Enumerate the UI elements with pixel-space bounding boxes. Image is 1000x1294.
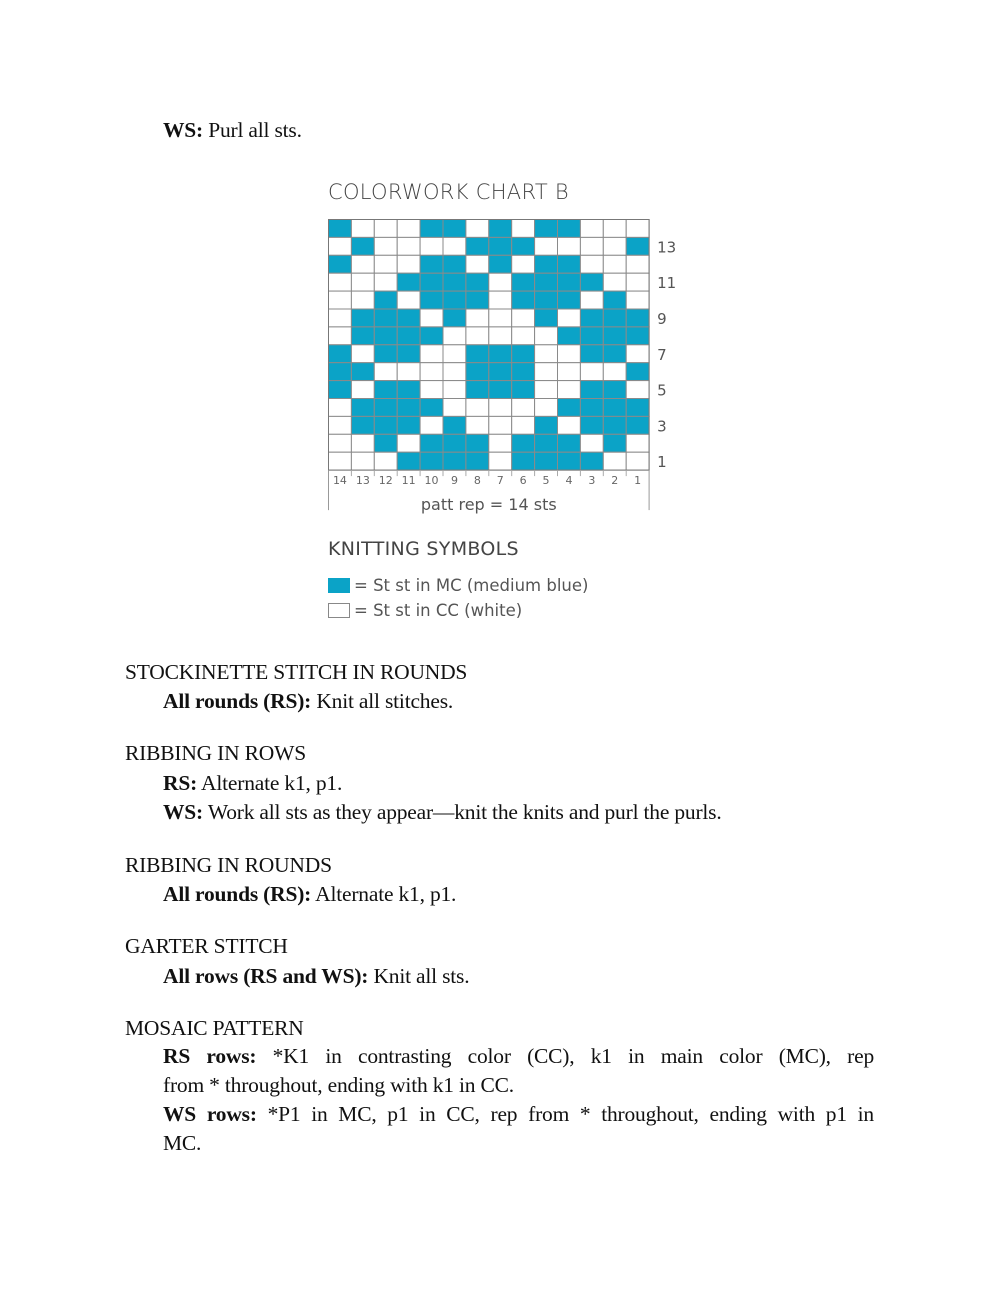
section-heading-ribbing-rounds: RIBBING IN ROUNDS (125, 853, 332, 877)
chart-cell (466, 452, 489, 470)
column-number-label: 4 (565, 474, 573, 488)
chart-cell (374, 309, 397, 327)
instruction-line (163, 800, 722, 825)
chart-cell (329, 237, 352, 255)
chart-cell (443, 345, 466, 363)
mc-swatch-icon (328, 578, 350, 593)
chart-cell (329, 416, 352, 434)
chart-cell (626, 452, 649, 470)
chart-cell (329, 273, 352, 291)
column-number-label: 1 (634, 474, 642, 488)
chart-cell (443, 255, 466, 273)
chart-cell (329, 452, 352, 470)
chart-cell (397, 345, 420, 363)
chart-cell (329, 220, 352, 238)
chart-cell (351, 416, 374, 434)
chart-cell (329, 255, 352, 273)
chart-cell (329, 309, 352, 327)
chart-cell (374, 345, 397, 363)
intro-label: WS: (163, 118, 204, 142)
chart-cell (558, 416, 581, 434)
chart-cell (535, 327, 558, 345)
chart-cell (374, 327, 397, 345)
chart-cell (580, 363, 603, 381)
chart-cell (374, 363, 397, 381)
chart-cell (397, 363, 420, 381)
chart-cell (535, 309, 558, 327)
column-number-label: 7 (496, 474, 504, 488)
chart-cell (374, 220, 397, 238)
chart-cell (535, 345, 558, 363)
chart-cell (374, 381, 397, 399)
chart-cell (580, 220, 603, 238)
chart-cell (466, 237, 489, 255)
instruction-line (163, 771, 342, 796)
chart-cell (580, 416, 603, 434)
chart-cell (489, 381, 512, 399)
chart-cell (558, 237, 581, 255)
chart-cell (489, 452, 512, 470)
chart-cell (535, 381, 558, 399)
column-number-label: 8 (473, 474, 481, 488)
chart-cell (558, 381, 581, 399)
legend-item-mc (328, 576, 588, 595)
chart-cell (512, 399, 535, 417)
chart-cell (603, 416, 626, 434)
column-number-label: 12 (378, 474, 393, 488)
chart-cell (535, 452, 558, 470)
chart-cell (535, 220, 558, 238)
chart-cell (466, 399, 489, 417)
chart-cell (443, 273, 466, 291)
instruction-label: All rounds (RS): (163, 689, 312, 713)
chart-cell (603, 220, 626, 238)
chart-cell (489, 273, 512, 291)
chart-cell (603, 363, 626, 381)
chart-cell (420, 399, 443, 417)
chart-cell (626, 363, 649, 381)
chart-cell (397, 255, 420, 273)
chart-title: COLORWORK CHART B (328, 180, 569, 204)
chart-cell (535, 399, 558, 417)
chart-cell (580, 255, 603, 273)
chart-cell (466, 434, 489, 452)
chart-cell (535, 434, 558, 452)
chart-cell (512, 255, 535, 273)
chart-cell (466, 273, 489, 291)
chart-cell (374, 452, 397, 470)
chart-cell (558, 363, 581, 381)
section-heading-mosaic: MOSAIC PATTERN (125, 1016, 304, 1040)
column-number-label: 14 (332, 474, 347, 488)
row-number-label: 9 (657, 309, 667, 328)
chart-cell (489, 327, 512, 345)
chart-cell (489, 434, 512, 452)
chart-cell (535, 363, 558, 381)
chart-cell (580, 237, 603, 255)
instruction-label: RS: (163, 771, 198, 795)
chart-cell (420, 381, 443, 399)
instruction-line (163, 882, 456, 907)
chart-cell (351, 309, 374, 327)
chart-cell (558, 399, 581, 417)
instruction-text: Knit all stitches. (311, 689, 454, 713)
chart-cell (397, 237, 420, 255)
chart-cell (558, 273, 581, 291)
column-number-label: 2 (611, 474, 619, 488)
chart-cell (489, 363, 512, 381)
chart-cell (374, 416, 397, 434)
chart-cell (374, 434, 397, 452)
chart-cell (374, 237, 397, 255)
chart-cell (420, 273, 443, 291)
chart-cell (466, 327, 489, 345)
chart-cell (626, 220, 649, 238)
chart-cell (397, 220, 420, 238)
chart-cell (443, 363, 466, 381)
chart-cell (603, 399, 626, 417)
chart-cell (489, 255, 512, 273)
chart-cell (580, 452, 603, 470)
chart-cell (397, 309, 420, 327)
chart-cell (603, 273, 626, 291)
instruction-text-continued: MC. (163, 1131, 202, 1155)
chart-cell (351, 434, 374, 452)
chart-cell (626, 327, 649, 345)
chart-cell (420, 291, 443, 309)
chart-cell (466, 381, 489, 399)
chart-cell (443, 452, 466, 470)
chart-cell (443, 416, 466, 434)
chart-cell (512, 434, 535, 452)
chart-cell (535, 255, 558, 273)
section-heading-stockinette: STOCKINETTE STITCH IN ROUNDS (125, 660, 468, 684)
row-number-label: 1 (657, 453, 667, 472)
chart-cell (580, 291, 603, 309)
chart-cell (374, 255, 397, 273)
legend-title: KNITTING SYMBOLS (328, 538, 519, 560)
chart-cell (420, 434, 443, 452)
chart-cell (329, 399, 352, 417)
mosaic-ws-instruction (163, 1100, 874, 1158)
chart-cell (351, 452, 374, 470)
chart-cell (558, 327, 581, 345)
instruction-line (163, 689, 453, 714)
instruction-text: Work all sts as they appear—knit the knits and purl the purls. (203, 800, 722, 824)
chart-cell (512, 452, 535, 470)
chart-cell (420, 416, 443, 434)
legend-label-mc: = St st in MC (medium blue) (354, 576, 589, 595)
column-number-label: 3 (588, 474, 596, 488)
chart-cell (443, 237, 466, 255)
chart-cell (329, 434, 352, 452)
chart-cell (466, 291, 489, 309)
chart-cell (626, 291, 649, 309)
chart-cell (443, 309, 466, 327)
chart-cell (489, 345, 512, 363)
chart-cell (512, 220, 535, 238)
chart-cell (535, 237, 558, 255)
chart-cell (558, 345, 581, 363)
chart-cell (397, 327, 420, 345)
chart-cell (443, 327, 466, 345)
chart-cell (512, 273, 535, 291)
chart-cell (626, 237, 649, 255)
chart-cell (512, 291, 535, 309)
row-number-label: 3 (657, 417, 667, 436)
chart-cell (580, 327, 603, 345)
chart-cell (580, 345, 603, 363)
chart-cell (397, 416, 420, 434)
instruction-text: Knit all sts. (368, 964, 470, 988)
chart-cell (558, 434, 581, 452)
chart-cell (580, 399, 603, 417)
chart-cell (443, 220, 466, 238)
instruction-text-continued: from * throughout, ending with k1 in CC. (163, 1073, 514, 1097)
chart-cell (603, 291, 626, 309)
chart-cell (329, 363, 352, 381)
chart-cell (443, 291, 466, 309)
chart-cell (603, 452, 626, 470)
instruction-label: All rounds (RS): (163, 882, 312, 906)
column-number-label: 11 (401, 474, 416, 488)
instruction-text: *P1 in MC, p1 in CC, rep from * throughout, ending with p1 in (256, 1102, 874, 1126)
chart-cell (626, 345, 649, 363)
chart-cell (420, 345, 443, 363)
chart-cell (580, 381, 603, 399)
chart-cell (489, 220, 512, 238)
chart-cell (329, 381, 352, 399)
column-number-label: 6 (519, 474, 527, 488)
column-number-label: 5 (542, 474, 550, 488)
chart-cell (558, 291, 581, 309)
chart-cell (603, 309, 626, 327)
chart-cell (512, 416, 535, 434)
chart-cell (626, 416, 649, 434)
instruction-label: All rows (RS and WS): (163, 964, 369, 988)
chart-cell (420, 220, 443, 238)
chart-cell (351, 237, 374, 255)
chart-cell (420, 255, 443, 273)
chart-cell (489, 237, 512, 255)
chart-cell (329, 327, 352, 345)
chart-cell (466, 345, 489, 363)
legend-item-cc (328, 601, 522, 620)
chart-cell (397, 273, 420, 291)
chart-cell (443, 381, 466, 399)
chart-cell (626, 309, 649, 327)
mosaic-rs-instruction (163, 1042, 874, 1100)
chart-cell (626, 399, 649, 417)
chart-cell (466, 363, 489, 381)
chart-cell (443, 434, 466, 452)
row-number-label: 5 (657, 381, 667, 400)
chart-cell (580, 273, 603, 291)
chart-cell (351, 273, 374, 291)
chart-cell (512, 309, 535, 327)
chart-cell (420, 309, 443, 327)
chart-cell (351, 381, 374, 399)
chart-cell (512, 363, 535, 381)
chart-cell (351, 363, 374, 381)
chart-cell (489, 399, 512, 417)
instruction-text: *K1 in contrasting color (CC), k1 in main color (MC), rep (256, 1044, 874, 1068)
chart-cell (466, 416, 489, 434)
chart-cell (374, 291, 397, 309)
chart-cell (558, 255, 581, 273)
chart-cell (580, 309, 603, 327)
chart-cell (603, 327, 626, 345)
chart-cell (626, 273, 649, 291)
chart-cell (443, 399, 466, 417)
chart-cell (535, 291, 558, 309)
instruction-text: Alternate k1, p1. (311, 882, 457, 906)
chart-cell (626, 434, 649, 452)
chart-cell (374, 273, 397, 291)
chart-cell (466, 220, 489, 238)
chart-cell (397, 434, 420, 452)
chart-cell (397, 381, 420, 399)
chart-cell (420, 327, 443, 345)
chart-cell (603, 345, 626, 363)
chart-cell (558, 220, 581, 238)
chart-cell (329, 345, 352, 363)
chart-cell (420, 452, 443, 470)
row-number-label: 7 (657, 345, 667, 364)
section-heading-garter: GARTER STITCH (125, 934, 288, 958)
chart-cell (351, 291, 374, 309)
chart-cell (558, 452, 581, 470)
chart-cell (603, 237, 626, 255)
chart-cell (626, 381, 649, 399)
instruction-label: RS rows: (163, 1044, 257, 1068)
chart-cell (558, 309, 581, 327)
column-number-label: 13 (355, 474, 370, 488)
chart-cell (512, 327, 535, 345)
instruction-line (163, 964, 469, 989)
chart-cell (397, 452, 420, 470)
chart-cell (374, 399, 397, 417)
chart-cell (420, 363, 443, 381)
chart-cell (351, 345, 374, 363)
chart-cell (603, 434, 626, 452)
chart-cell (603, 381, 626, 399)
instruction-text: Alternate k1, p1. (197, 771, 343, 795)
column-number-label: 10 (424, 474, 439, 488)
chart-cell (351, 327, 374, 345)
chart-cell (489, 309, 512, 327)
chart-cell (535, 416, 558, 434)
colorwork-chart (0, 0, 1000, 530)
row-number-label: 13 (657, 238, 677, 257)
chart-cell (420, 237, 443, 255)
chart-cell (351, 255, 374, 273)
chart-cell (535, 273, 558, 291)
legend-label-cc: = St st in CC (white) (354, 601, 523, 620)
pattern-repeat-label: patt rep = 14 sts (420, 495, 557, 515)
chart-cell (351, 399, 374, 417)
chart-cell (489, 291, 512, 309)
instruction-label: WS: (163, 800, 204, 824)
chart-cell (351, 220, 374, 238)
chart-cell (512, 345, 535, 363)
column-number-label: 9 (450, 474, 458, 488)
chart-cell (466, 255, 489, 273)
section-heading-ribbing-rows: RIBBING IN ROWS (125, 741, 306, 765)
chart-cell (512, 237, 535, 255)
instruction-label: WS rows: (163, 1102, 257, 1126)
chart-cell (329, 291, 352, 309)
chart-cell (512, 381, 535, 399)
chart-cell (489, 416, 512, 434)
row-number-label: 11 (657, 274, 677, 293)
chart-cell (466, 309, 489, 327)
cc-swatch-icon (328, 603, 350, 618)
chart-cell (580, 434, 603, 452)
intro-text: Purl all sts. (203, 118, 302, 142)
chart-cell (397, 291, 420, 309)
chart-cell (626, 255, 649, 273)
chart-cell (397, 399, 420, 417)
chart-cell (603, 255, 626, 273)
